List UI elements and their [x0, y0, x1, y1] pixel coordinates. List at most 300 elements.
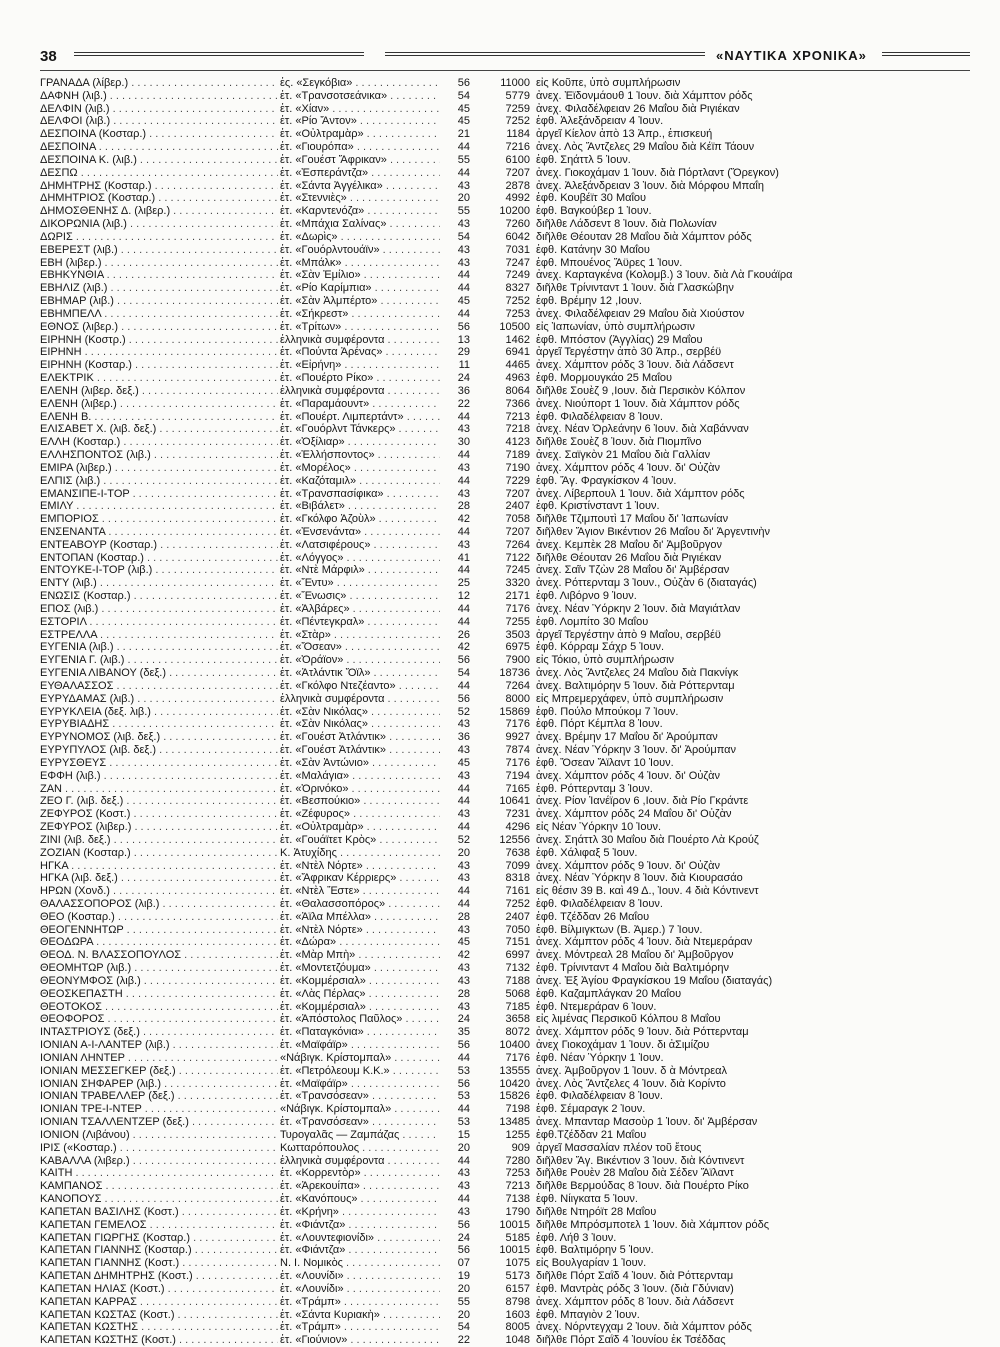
- build-year: 44: [440, 821, 470, 834]
- ship-owner: ἑλληνικὰ συμφέροντα . . .: [280, 385, 468, 398]
- movement-status: διῆλθεν Ἅγιον Βικέντιον 26 Μαΐου δι' Ἀργεντινὴν: [536, 525, 771, 538]
- ship-name: ΚΑΠΕΤΑΝ ΓΕΜΕΛΟΣ . . .: [40, 1219, 278, 1232]
- movement-status: ἀνεχ. Γιοκοχάμαν 1 Ἰουν. διὰ Πόρτλαντ (Ὄρεγκον): [536, 166, 779, 179]
- build-year: 13: [440, 334, 470, 347]
- ship-owner: ἐτ. «Ἀπόστολος Παῦλος» . . .: [280, 1013, 468, 1026]
- ship-owner: ἐς. «Σεγκόβια» . . .: [280, 77, 468, 90]
- tonnage: 7218: [505, 423, 530, 436]
- ship-name: ΖΟΖΙΑΝ (Κοσταρ.) . . .: [40, 847, 278, 860]
- ship-owner: ἐτ. «Σήκρεστ» . . .: [280, 308, 468, 321]
- table-row: [40, 680, 970, 693]
- ship-name: ΕΒΗ (λιβερ.) . . .: [40, 257, 278, 270]
- tonnage: 5185: [505, 1231, 530, 1244]
- ship-owner: ἐτ. «Μὰρ Μπὴ» . . .: [280, 949, 468, 962]
- ship-owner: ἐτ. «Τράμπ» . . .: [280, 1321, 468, 1334]
- tonnage: 8000: [505, 692, 530, 705]
- movement-status: ἐφθ. Σηάττλ 5 Ἰουν.: [536, 153, 631, 166]
- movement-status: ἐφθ. Πόρτ Κέμπλα 8 Ἰουν.: [536, 718, 663, 731]
- build-year: 26: [440, 629, 470, 642]
- tonnage: 13555: [499, 1064, 530, 1077]
- ship-owner: ἐτ. «Γουάϊτετ Κρὸς» . . .: [280, 834, 468, 847]
- table-row: [40, 1116, 970, 1129]
- ship-name: ΙΟΝΙΑΝ ΤΡΑΒΕΛΛΕΡ (δεξ.) . . .: [40, 1090, 278, 1103]
- ship-owner: ἐτ. «Γουόρλντουάϊν» . . .: [280, 244, 468, 257]
- movement-status: διῆλθε Λάδσεντ 8 Ἰουν. διὰ Πολωνίαν: [536, 218, 717, 231]
- ship-name: ΚΑΠΕΤΑΝ ΗΛΙΑΣ (Κοστ.) . . .: [40, 1283, 278, 1296]
- table-row: [40, 654, 970, 667]
- table-row: [40, 834, 970, 847]
- tonnage: 1603: [505, 1308, 530, 1321]
- ship-name: ΕΜΙΡΑ (λιβερ.) . . .: [40, 462, 278, 475]
- table-row: [40, 103, 970, 116]
- tonnage: 1790: [505, 1205, 530, 1218]
- movement-status: διῆλθε Σουὲζ 8 Ἰουν. διὰ Πιομπῖνο: [536, 436, 702, 449]
- build-year: 19: [440, 1270, 470, 1283]
- tonnage: 8064: [505, 384, 530, 397]
- table-row: [40, 975, 970, 988]
- ship-owner: ἐτ. «Μαϊφάϊρ» . . .: [280, 1039, 468, 1052]
- ship-name: ΕΝΤΟΠΑΝ (Κοσταρ.) . . .: [40, 552, 278, 565]
- ship-name: ΚΑΠΕΤΑΝ ΓΙΑΝΝΗΣ (Κοστ.) . . .: [40, 1257, 278, 1270]
- table-row: [40, 449, 970, 462]
- build-year: 54: [440, 1321, 470, 1334]
- ship-owner: ἐτ. «Χίαν» . . .: [280, 103, 468, 116]
- build-year: 53: [440, 1065, 470, 1078]
- ship-owner: ἐτ. «Λουντεφιονίδι» . . .: [280, 1232, 468, 1245]
- table-row: [40, 77, 970, 90]
- tonnage: 5779: [505, 89, 530, 102]
- table-row: [40, 629, 970, 642]
- build-year: 22: [440, 398, 470, 411]
- build-year: 44: [440, 680, 470, 693]
- build-year: 44: [440, 1103, 470, 1116]
- table-row: [40, 821, 970, 834]
- ship-owner: ἐτ. «Βεσπούκιο» . . .: [280, 795, 468, 808]
- movement-status: διῆλθε Ντηρόϊτ 28 Μαΐου: [536, 1205, 657, 1218]
- build-year: 55: [440, 1296, 470, 1309]
- tonnage: 7253: [505, 307, 530, 320]
- build-year: 44: [440, 1155, 470, 1168]
- table-row: [40, 385, 970, 398]
- tonnage: 7198: [505, 1103, 530, 1116]
- movement-status: διῆλθε Βερμούδας 8 Ἰουν. διὰ Πουέρτο Ρίκο: [536, 1180, 749, 1193]
- movement-status: εἰς Ἰαπωνίαν, ὑπὸ συμπλήρωσιν: [536, 320, 695, 333]
- ship-owner: ἐτ. «Γιουρόπα» . . .: [280, 141, 468, 154]
- ship-name: ΕΠΟΣ (λιβ.) . . .: [40, 603, 278, 616]
- tonnage: 10015: [499, 1218, 530, 1231]
- table-row: [40, 860, 970, 873]
- table-row: [40, 590, 970, 603]
- table-row: [40, 269, 970, 282]
- movement-status: ἀργεῖ Κίελον ἀπὸ 13 Ἀπρ., ἐπισκευή: [536, 128, 713, 141]
- ship-name: ΕΝΤΕΑΒΟΥΡ (Κοσταρ.) . . .: [40, 539, 278, 552]
- header-rule-right: [882, 52, 970, 56]
- tonnage: 6975: [505, 641, 530, 654]
- ship-owner: ἐτ. «Ἀϊλα Μπέλλα» . . .: [280, 911, 468, 924]
- ship-owner: ἐτ. «Ζέφυρος» . . .: [280, 808, 468, 821]
- movement-status: ἀνεχ. Νιούπορτ 1 Ἰουν. διὰ Χάμπτον ρόδς: [536, 397, 740, 410]
- build-year: 24: [440, 1013, 470, 1026]
- ship-owner: ἐτ. «Μορέλος» . . .: [280, 462, 468, 475]
- movement-status: διῆλθε Ρουὲν 28 Μαΐου διὰ Σέδεν Ἄϊλαντ: [536, 1167, 734, 1180]
- build-year: 43: [440, 539, 470, 552]
- table-row: [40, 1296, 970, 1309]
- ship-owner: ἐτ. «Μαϊφάϊρ» . . .: [280, 1078, 468, 1091]
- build-year: 55: [440, 205, 470, 218]
- tonnage: 7366: [505, 397, 530, 410]
- build-year: 43: [440, 257, 470, 270]
- ship-name: ΔΕΣΠΩ . . .: [40, 167, 278, 180]
- tonnage: 6042: [505, 230, 530, 243]
- movement-status: ἐφθ. Νέαν Ὑόρκην 1 Ἰουν.: [536, 1051, 664, 1064]
- table-row: [40, 321, 970, 334]
- table-row: [40, 577, 970, 590]
- table-row: [40, 1103, 970, 1116]
- movement-status: ἐφθ. Βίλμιγκτων (Β. Ἀμερ.) 7 Ἰουν.: [536, 923, 703, 936]
- ship-name: ΕΥΡΥΠΥΛΟΣ (λιβ. δεξ.) . . .: [40, 744, 278, 757]
- movement-status: διῆλθε Πόρτ Σαῒδ 4 Ἰουν. διὰ Ρόττερνταμ: [536, 1270, 734, 1283]
- movement-status: ἀνεχ. Σαῖν Τζὼν 28 Μαΐου δι' Ἀμβέρσαν: [536, 564, 730, 577]
- table-row: [40, 257, 970, 270]
- movement-status: ἀνεχ. Χάμπτον ρόδς 24 Μαΐου δι' Οὐζὰν: [536, 808, 732, 821]
- tonnage: 1462: [505, 333, 530, 346]
- table-row: [40, 513, 970, 526]
- table-row: [40, 154, 970, 167]
- movement-status: ἀνεχ. Ἀλεξάνδρειαν 3 Ἰουν. διὰ Μόρφου Μπαΐη: [536, 179, 764, 192]
- tonnage: 7207: [505, 525, 530, 538]
- ship-owner: ἐτ. «Οὐλτραμὰρ» . . .: [280, 821, 468, 834]
- movement-status: ἀνεχ. Χάμπτον ρόδς 9 Ἰουν. διὰ Ρόττερνταμ: [536, 1026, 749, 1039]
- ship-owner: ἐτ. «Ἐνσενάντα» . . .: [280, 526, 468, 539]
- movement-status: ἀνεχ. Ἀμβοῦργον 1 Ἰουν. δ ὰ Μόντρεαλ: [536, 1064, 728, 1077]
- ship-owner: ἐτ. «Οὐλτραμὰρ» . . .: [280, 128, 468, 141]
- ship-owner: ἐτ. «Ρίο Καρίμπια» . . .: [280, 282, 468, 295]
- ship-owner: ἐτ. «Μπάχια Σαλίνας» . . .: [280, 218, 468, 231]
- build-year: 44: [440, 616, 470, 629]
- table-row: [40, 346, 970, 359]
- tonnage: 12556: [499, 833, 530, 846]
- table-row: [40, 641, 970, 654]
- build-year: 43: [440, 770, 470, 783]
- build-year: 43: [440, 962, 470, 975]
- tonnage: 18736: [499, 667, 530, 680]
- ship-owner: ἐτ. «Ἕνωσις» . . .: [280, 590, 468, 603]
- tonnage: 7161: [505, 885, 530, 898]
- tonnage: 11000: [500, 77, 530, 89]
- ship-owner: Τυρογαλᾶς — Ζαμπάζας . . .: [280, 1129, 468, 1142]
- ship-owner: ἐτ. «Πουέρτ. Λιμπερτάντ» . . .: [280, 411, 468, 424]
- build-year: 28: [440, 500, 470, 513]
- ship-owner: ἐτ. «Κομμέρσιαλ» . . .: [280, 1001, 468, 1014]
- build-year: 44: [440, 1052, 470, 1065]
- ship-name: ΙΟΝΙΑΝ ΤΡΕ-Ι-ΝΤΕΡ . . .: [40, 1103, 278, 1116]
- tonnage: 1255: [505, 1128, 530, 1141]
- movement-status: εἰς θέσιν 39 Β. καὶ 49 Δ., Ἰουν. 4 διὰ Κόντινεντ: [536, 885, 759, 898]
- build-year: 41: [440, 552, 470, 565]
- table-row: [40, 847, 970, 860]
- ship-name: ΗΓΚΑ (λιβ. δεξ.) . . .: [40, 872, 278, 885]
- movement-status: ἀνεχ. Νέαν Ὑόρκην 3 Ἰουν. δι' Ἀρούμπαν: [536, 744, 737, 757]
- ship-name: ΕΝΤΥ (λιβ.) . . .: [40, 577, 278, 590]
- table-row: [40, 308, 970, 321]
- ship-name: ΔΕΣΠΟΙΝΑ . . .: [40, 141, 278, 154]
- ship-owner: ἐτ. «Ρίο Ἄντον» . . .: [280, 115, 468, 128]
- movement-status: ἐφθ. Κόρραμ Σάχρ 5 Ἰουν.: [536, 641, 665, 654]
- ship-name: ΕΘΝΟΣ (λιβερ.) . . .: [40, 321, 278, 334]
- ship-name: ΕΥΡΥΣΘΕΥΣ . . .: [40, 757, 278, 770]
- tonnage: 8798: [505, 1295, 530, 1308]
- table-row: [40, 1244, 970, 1257]
- tonnage: 7874: [505, 744, 530, 757]
- table-row: [40, 334, 970, 347]
- movement-status: ἀργεῖ Τεργέστην ἀπὸ 9 Μαΐου, σερβέϋ: [536, 628, 721, 641]
- ship-name: ΓΡΑΝΑΔΑ (λίβερ.) . . .: [40, 77, 278, 90]
- ship-name: ΔΩΡΙΣ . . .: [40, 231, 278, 244]
- build-year: 43: [440, 218, 470, 231]
- ship-name: ΘΕΟΦΟΡΟΣ . . .: [40, 1013, 278, 1026]
- ship-owner: ἐτ. «Ὄσεαν» . . .: [280, 641, 468, 654]
- ship-name: ΖΕΦΥΡΟΣ (λιβερ.) . . .: [40, 821, 278, 834]
- ship-name: ΙΟΝΙΟΝ (Λιβάνου) . . .: [40, 1129, 278, 1142]
- movement-status: ἀνεχ. Λὸς Ἄντζελες 29 Μαΐου διὰ Κέϊπ Τάουν: [536, 141, 755, 154]
- build-year: 56: [440, 693, 470, 706]
- build-year: 22: [440, 1334, 470, 1347]
- movement-status: ἐφθ. Πούλο Μπούκομ 7 Ἰουν.: [536, 705, 679, 718]
- tonnage: 2171: [505, 590, 530, 603]
- tonnage: 3320: [505, 577, 530, 590]
- ship-owner: ἐτ. «Γουέστ Ἀτλάντικ» . . .: [280, 744, 468, 757]
- table-row: [40, 1334, 970, 1347]
- ship-name: ΕΥΡΥΒΙΑΔΗΣ . . .: [40, 718, 278, 731]
- ship-name: ΘΕΟ (Κοσταρ.) . . .: [40, 911, 278, 924]
- build-year: 20: [440, 1309, 470, 1322]
- tonnage: 6941: [505, 346, 530, 359]
- ship-name: ΚΑΝΟΠΟΥΣ . . .: [40, 1193, 278, 1206]
- ship-owner: ἐτ. «Στεννιὲς» . . .: [280, 192, 468, 205]
- tonnage: 7176: [505, 1051, 530, 1064]
- ship-name: ΕΜΑΝΣΙΠΕ-Ι-ΤΟΡ . . .: [40, 488, 278, 501]
- table-row: [40, 128, 970, 141]
- ship-owner: «Νάβιγκ. Κρίστομπαλ» . . .: [280, 1103, 468, 1116]
- ship-owner: ἐτ. «Σὰν Νικόλας» . . .: [280, 718, 468, 731]
- ship-owner: ἐτ. «Δώρα» . . .: [280, 936, 468, 949]
- ship-owner: ἐτ. «Κανόπους» . . .: [280, 1193, 468, 1206]
- movement-status: ἀνεχ Γιοκοχάμαν 1 Ἰουν. δι ἀΣιμίζου: [536, 1039, 710, 1052]
- table-row: [40, 718, 970, 731]
- table-row: [40, 167, 970, 180]
- ship-owner: ἐτ. «Ντὲλ Νόρτε» . . .: [280, 860, 468, 873]
- ship-name: ΚΑΠΕΤΑΝ ΒΑΣΙΛΗΣ (Κοστ.) . . .: [40, 1206, 278, 1219]
- build-year: 44: [440, 167, 470, 180]
- ship-name: ΕΝΣΕΝΑΝΤΑ . . .: [40, 526, 278, 539]
- movement-status: ἀργεῖ Τεργέστην ἀπὸ 30 Ἀπρ., σερβέϋ: [536, 346, 722, 359]
- movement-status: εἰς Νέαν Ὑόρκην 10 Ἰουν.: [536, 821, 662, 834]
- ship-name: ΚΑΠΕΤΑΝ ΚΩΣΤΗΣ (Κοστ.) . . .: [40, 1334, 278, 1347]
- tonnage: 7253: [505, 1167, 530, 1180]
- table-row: [40, 539, 970, 552]
- ship-name: ΘΕΟΔΩΡΑ . . .: [40, 936, 278, 949]
- ship-owner: ἐτ. «Ἑλλήσποντος» . . .: [280, 449, 468, 462]
- movement-status: ἀνεχ. Μόντρεαλ 28 Μαΐου δι' Ἀμβοῦργον: [536, 949, 734, 962]
- movement-status: διῆλθε Μπρόσμποτελ 1 Ἰουν. διὰ Χάμπτον ρόδς: [536, 1218, 770, 1231]
- build-year: 44: [440, 449, 470, 462]
- tonnage: 5068: [505, 987, 530, 1000]
- ship-owner: ἐτ. «Μοντετζόυμα» . . .: [280, 962, 468, 975]
- movement-status: ἀνεχ. Ρόττερνταμ 3 Ἰουν., Οὐζὰν 6 (διαταγάς): [536, 577, 757, 590]
- build-year: 35: [440, 1026, 470, 1039]
- table-row: [40, 924, 970, 937]
- tonnage: 5173: [505, 1270, 530, 1283]
- build-year: 20: [440, 1142, 470, 1155]
- table-row: [40, 898, 970, 911]
- ship-owner: ἐτ. «Σάντα Ἀγγέλικα» . . .: [280, 180, 468, 193]
- movement-status: ἐφθ. Μπαγιὸν 2 Ἰουν.: [536, 1308, 640, 1321]
- ship-owner: ἐτ. «Γουέστ Ἄφρικαν» . . .: [280, 154, 468, 167]
- build-year: 56: [440, 1244, 470, 1257]
- build-year: 43: [440, 808, 470, 821]
- ship-owner: ἐτ. «Λουνίδι» . . .: [280, 1283, 468, 1296]
- ship-owner: ἑλληνικὰ συμφέροντα . . .: [280, 334, 468, 347]
- build-year: 45: [440, 757, 470, 770]
- build-year: 07: [440, 1257, 470, 1270]
- ship-owner: ἐτ. «Λατσιφέρους» . . .: [280, 539, 468, 552]
- build-year: 54: [440, 231, 470, 244]
- table-row: [40, 564, 970, 577]
- ship-name: ΕΒΗΚΥΝΘΙΑ . . .: [40, 269, 278, 282]
- ship-owner: ἐτ. «Γκόλφο Ντεζέαντο» . . .: [280, 680, 468, 693]
- movement-status: ἀνεχ. Καρταγκένα (Κολομβ.) 3 Ἰουν. διὰ Λὰ Γκουάϊρα: [536, 269, 793, 282]
- table-row: [40, 500, 970, 513]
- page-header: [40, 48, 970, 66]
- table-row: [40, 141, 970, 154]
- ship-owner: ἑλληνικὰ συμφέροντα . . .: [280, 1155, 468, 1168]
- table-row: [40, 1219, 970, 1232]
- ship-name: ΘΕΟΓΕΝΝΗΤΩΡ . . .: [40, 924, 278, 937]
- ship-name: ΕΥΡΥΔΑΜΑΣ (λιβ.) . . .: [40, 693, 278, 706]
- tonnage: 2407: [505, 910, 530, 923]
- movement-status: διῆλθε Πόρτ Σαῒδ 4 Ἰουνίου ἐκ Τσέδδας: [536, 1334, 726, 1347]
- build-year: 44: [440, 564, 470, 577]
- table-row: [40, 1129, 970, 1142]
- tonnage: 7132: [505, 962, 530, 975]
- tonnage: 4992: [505, 192, 530, 205]
- movement-status: ἐφθ. Νίιγκατα 5 Ἰουν.: [536, 1193, 638, 1206]
- build-year: 44: [440, 308, 470, 321]
- table-row: [40, 372, 970, 385]
- ship-owner: ἐτ. «Σὰν Νικόλας» . . .: [280, 706, 468, 719]
- tonnage: 8072: [505, 1026, 530, 1039]
- build-year: 44: [440, 898, 470, 911]
- build-year: 43: [440, 1001, 470, 1014]
- ship-owner: ἐτ. «Φιάντζα» . . .: [280, 1219, 468, 1232]
- tonnage: 7138: [505, 1193, 530, 1206]
- build-year: 43: [440, 718, 470, 731]
- build-year: 43: [440, 1180, 470, 1193]
- table-row: [40, 1039, 970, 1052]
- build-year: 52: [440, 706, 470, 719]
- tonnage: 7185: [505, 1000, 530, 1013]
- build-year: 43: [440, 872, 470, 885]
- build-year: 44: [440, 1193, 470, 1206]
- build-year: 43: [440, 1167, 470, 1180]
- ship-name: ΚΑΠΕΤΑΝ ΚΩΣΤΑΣ (Κοστ.) . . .: [40, 1309, 278, 1322]
- table-row: [40, 731, 970, 744]
- ship-owner: ἐτ. «Λόγγος» . . .: [280, 552, 468, 565]
- movement-status: εἰς Τόκιο, ὑπὸ συμπλήρωσιν: [536, 654, 675, 667]
- movement-status: ἐφθ. Σέμαραγκ 2 Ἰουν.: [536, 1103, 646, 1116]
- tonnage: 7058: [505, 513, 530, 526]
- ship-name: ΙΟΝΙΑΝ ΤΣΑΛΛΕΝΤΖΕΡ (δεξ.) . . .: [40, 1116, 278, 1129]
- table-row: [40, 949, 970, 962]
- ship-name: ΘΕΟΝΥΜΦΟΣ (λιβ.) . . .: [40, 975, 278, 988]
- tonnage: 6100: [505, 153, 530, 166]
- tonnage: 7900: [505, 654, 530, 667]
- ship-name: ΕΛΙΣΑΒΕΤ Χ. (λιβ. δεξ.) . . .: [40, 423, 278, 436]
- tonnage: 7247: [505, 256, 530, 269]
- table-row: [40, 205, 970, 218]
- build-year: 56: [440, 654, 470, 667]
- build-year: 44: [440, 282, 470, 295]
- movement-status: ἐφθ. Μορμουγκάο 25 Μαΐου: [536, 372, 673, 385]
- table-row: [40, 603, 970, 616]
- ship-name: ΚΑΠΕΤΑΝ ΓΙΩΡΓΗΣ (Κοσταρ.) . . .: [40, 1232, 278, 1245]
- ship-owner: ἐτ. «Βιβάλετ» . . .: [280, 500, 468, 513]
- ship-name: ΘΕΟΔ. Ν. ΒΛΑΣΣΟΠΟΥΛΟΣ . . .: [40, 949, 278, 962]
- table-row: [40, 616, 970, 629]
- ship-owner: ἐτ. «Πέντεγκραλ» . . .: [280, 616, 468, 629]
- table-row: [40, 795, 970, 808]
- tonnage: 2407: [505, 500, 530, 513]
- tonnage: 8327: [505, 282, 530, 295]
- tonnage: 909: [511, 1141, 530, 1154]
- ship-owner: ἐτ. «Τράμπ» . . .: [280, 1296, 468, 1309]
- ship-owner: ἐτ. «Στὰρ» . . .: [280, 629, 468, 642]
- ship-name: ΕΣΤΡΕΛΛΑ . . .: [40, 629, 278, 642]
- movement-status: ἐφθ. Τρίνινταντ 4 Μαΐου διὰ Βαλτιμόρην: [536, 962, 730, 975]
- ship-name: ΔΑΦΝΗ (λιβ.) . . .: [40, 90, 278, 103]
- ship-owner: ἐτ. «Ὀρινόκο» . . .: [280, 783, 468, 796]
- table-row: [40, 962, 970, 975]
- build-year: 24: [440, 1232, 470, 1245]
- movement-status: διῆλθε Σουὲζ 9 ,Ιουν. διὰ Περσικὸν Κόλπον: [536, 384, 746, 397]
- ship-name: ΕΛΕΝΗ (λιβερ.) . . .: [40, 398, 278, 411]
- build-year: 36: [440, 731, 470, 744]
- movement-status: διῆλθε Τζιμπουτὶ 17 Μαΐου δι' Ἰαπωνίαν: [536, 513, 729, 526]
- build-year: 56: [440, 1039, 470, 1052]
- tonnage: 7252: [505, 295, 530, 308]
- build-year: 53: [440, 1116, 470, 1129]
- journal-title: «ΝΑΥΤΙΚΑ ΧΡΟΝΙΚΑ»: [716, 48, 867, 63]
- ship-name: ΖΕΟ Γ. (λιβ. δεξ.) . . .: [40, 795, 278, 808]
- ship-name: ΙΡΙΣ («Κοσταρ.) . . .: [40, 1142, 278, 1155]
- movement-status: ἀνεχ. Νέαν Ὑόρκην 8 Ἰουν. διὰ Κιουρασάο: [536, 872, 743, 885]
- tonnage: 1048: [505, 1334, 530, 1347]
- table-row: [40, 911, 970, 924]
- build-year: 20: [440, 1283, 470, 1296]
- movement-status: ἐφθ. Φιλαδέλφειαν 8 Ἰουν.: [536, 1090, 663, 1103]
- table-row: [40, 988, 970, 1001]
- ship-name: ΔΗΜΗΤΡΙΟΣ (Κοσταρ.) . . .: [40, 192, 278, 205]
- build-year: 45: [440, 295, 470, 308]
- table-row: [40, 1155, 970, 1168]
- build-year: 44: [440, 795, 470, 808]
- ship-owner: ἐτ. «Πετρόλεουμ Κ.Κ.» . . .: [280, 1065, 468, 1078]
- table-row: [40, 1232, 970, 1245]
- movement-status: ἀνεχ. Σηάττλ 30 Μαΐου διὰ Πουέρτο Λὰ Κρούζ: [536, 833, 759, 846]
- table-row: [40, 218, 970, 231]
- tonnage: 7213: [505, 1180, 530, 1193]
- build-year: 12: [440, 590, 470, 603]
